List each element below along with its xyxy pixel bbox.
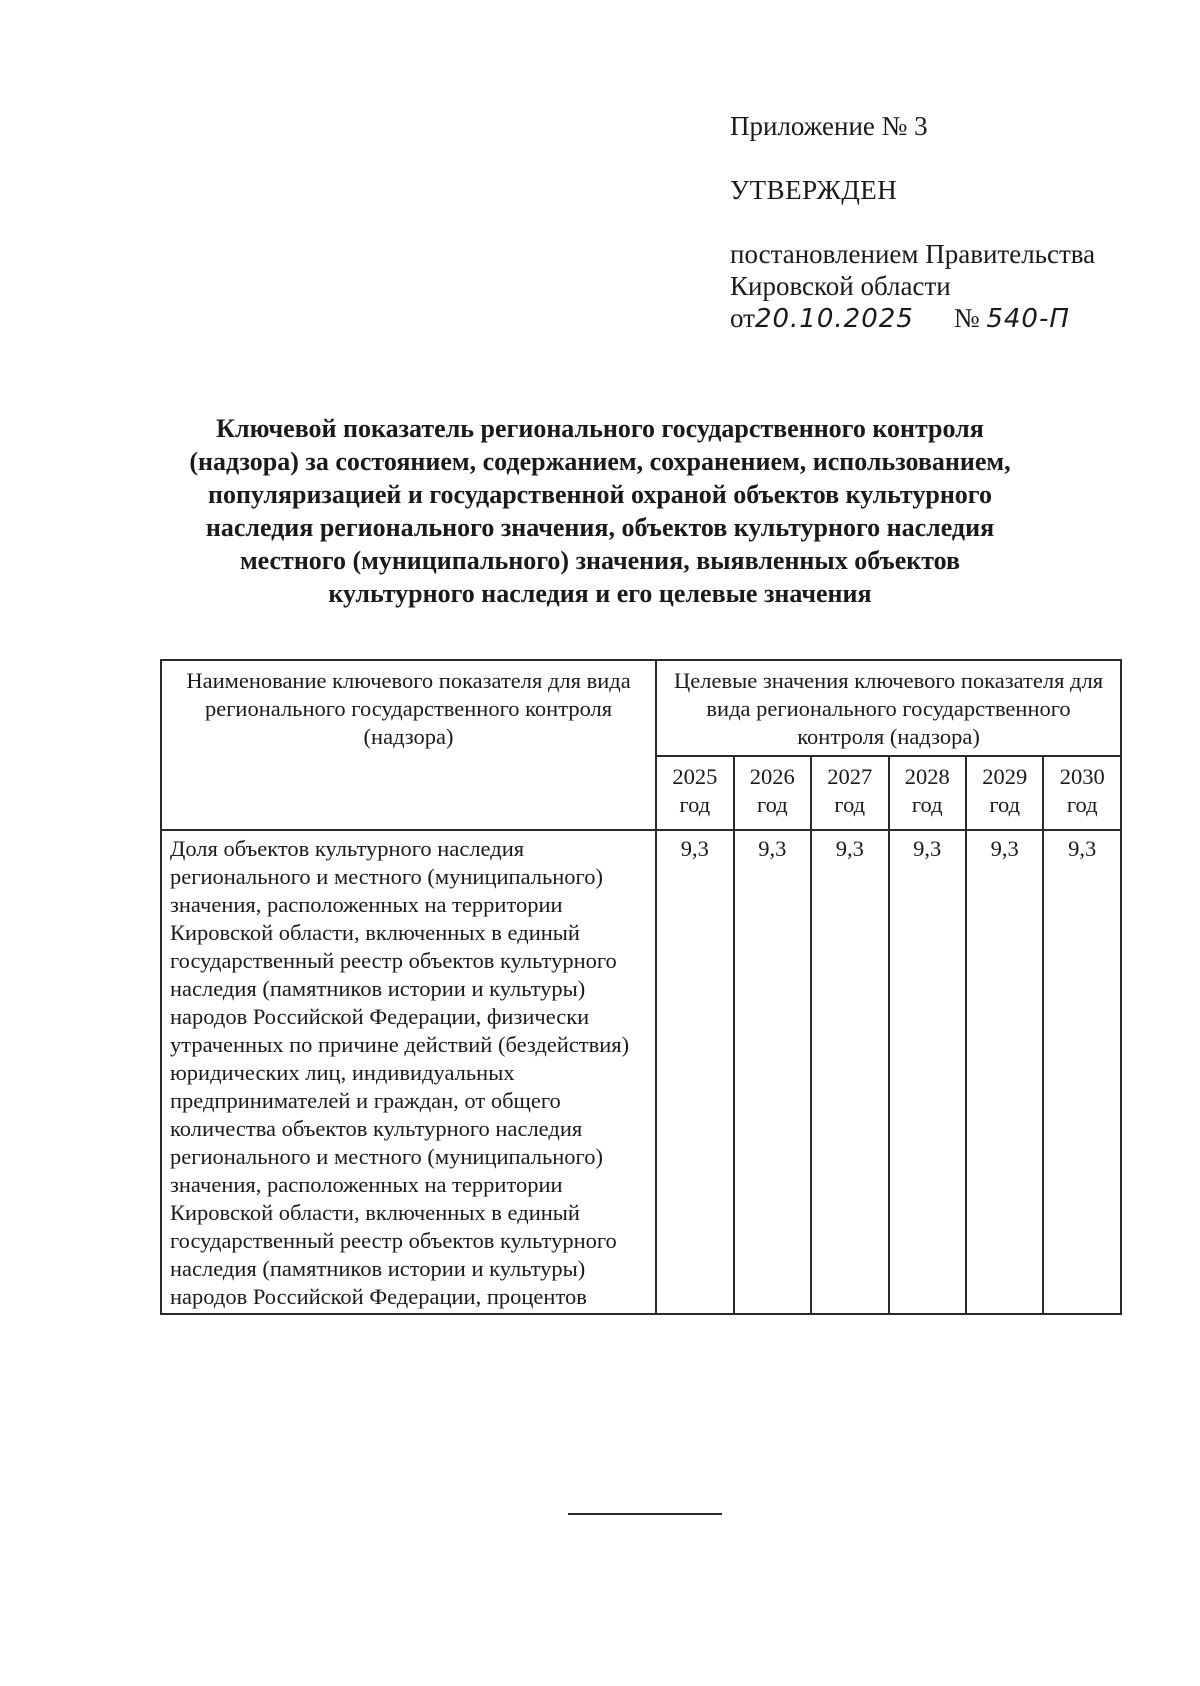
year-number: 2030: [1059, 764, 1105, 789]
year-header: [966, 756, 1043, 830]
appendix-label: Приложение № 3: [730, 111, 928, 141]
year-number: 2028: [904, 764, 950, 789]
target-value-2027: 9,3: [811, 830, 888, 1314]
year-number: 2025: [672, 764, 718, 789]
handwritten-number: 540-П: [986, 304, 1070, 334]
kpi-table: [160, 659, 1122, 1315]
title-line: наследия регионального значения, объектов культурного наследия: [205, 513, 995, 542]
table-header-row: [161, 660, 1121, 756]
title-line: Ключевой показатель регионального государственного контроля: [216, 414, 984, 443]
decree-line-1: постановлением Правительства: [730, 239, 1096, 269]
year-unit: год: [911, 792, 943, 817]
year-unit: год: [1066, 792, 1098, 817]
number-label: №: [953, 303, 980, 333]
target-value-2029: 9,3: [966, 830, 1043, 1314]
year-unit: год: [679, 792, 711, 817]
target-value-2030: 9,3: [1043, 830, 1121, 1314]
target-value-2026: 9,3: [734, 830, 811, 1314]
year-unit: год: [834, 792, 866, 817]
year-number: 2027: [827, 764, 873, 789]
title-line: местного (муниципального) значения, выявленных объектов: [239, 546, 961, 575]
indicator-description: Доля объектов культурного наследия регионального и местного (муниципального) значения, расположенных на территории Кировской области, включенных в единый государственный реестр объектов культурного наследия (памятников истории и культуры) народов Российской Федерации, физически утраченных по причине действий (бездействия) юридических лиц, индивидуальных предпринимателей и граждан, от общего количества объектов культурного наследия регионального и местного (муниципального) значения, расположенных на территории Кировской области, включенных в единый государственный реестр объектов культурного наследия (памятников истории и культуры) народов Российской Федерации, процентов: [161, 830, 656, 1314]
year-header: [1043, 756, 1121, 830]
year-header: [734, 756, 811, 830]
year-header: [656, 756, 733, 830]
year-header: [811, 756, 888, 830]
year-number: 2026: [749, 764, 795, 789]
approved-stamp-text: УТВЕРЖДЕН: [730, 175, 898, 205]
header-target-values: Целевые значения ключевого показателя для вида регионального государственного контроля (надзора): [656, 660, 1121, 756]
decree-line-2: Кировской области: [730, 271, 951, 301]
document-title: [160, 412, 1040, 610]
title-line: популяризацией и государственной охраной объектов культурного: [208, 480, 992, 509]
year-header: [889, 756, 966, 830]
title-line: (надзора) за состоянием, содержанием, сохранением, использованием,: [189, 447, 1011, 476]
year-unit: год: [989, 792, 1021, 817]
year-number: 2029: [982, 764, 1028, 789]
target-value-2025: 9,3: [656, 830, 733, 1314]
table-row: [161, 830, 1121, 1314]
from-prefix: от: [730, 303, 755, 333]
decree-date-number-line: [730, 302, 1170, 335]
target-value-2028: 9,3: [889, 830, 966, 1314]
handwritten-date: 20.10.2025: [754, 304, 914, 334]
header-indicator-name: Наименование ключевого показателя для вида регионального государственного контроля (надзора): [161, 660, 656, 830]
year-unit: год: [756, 792, 788, 817]
title-line: культурного наследия и его целевые значения: [328, 579, 872, 608]
end-divider: [568, 1513, 722, 1515]
approval-block: [730, 110, 1170, 335]
